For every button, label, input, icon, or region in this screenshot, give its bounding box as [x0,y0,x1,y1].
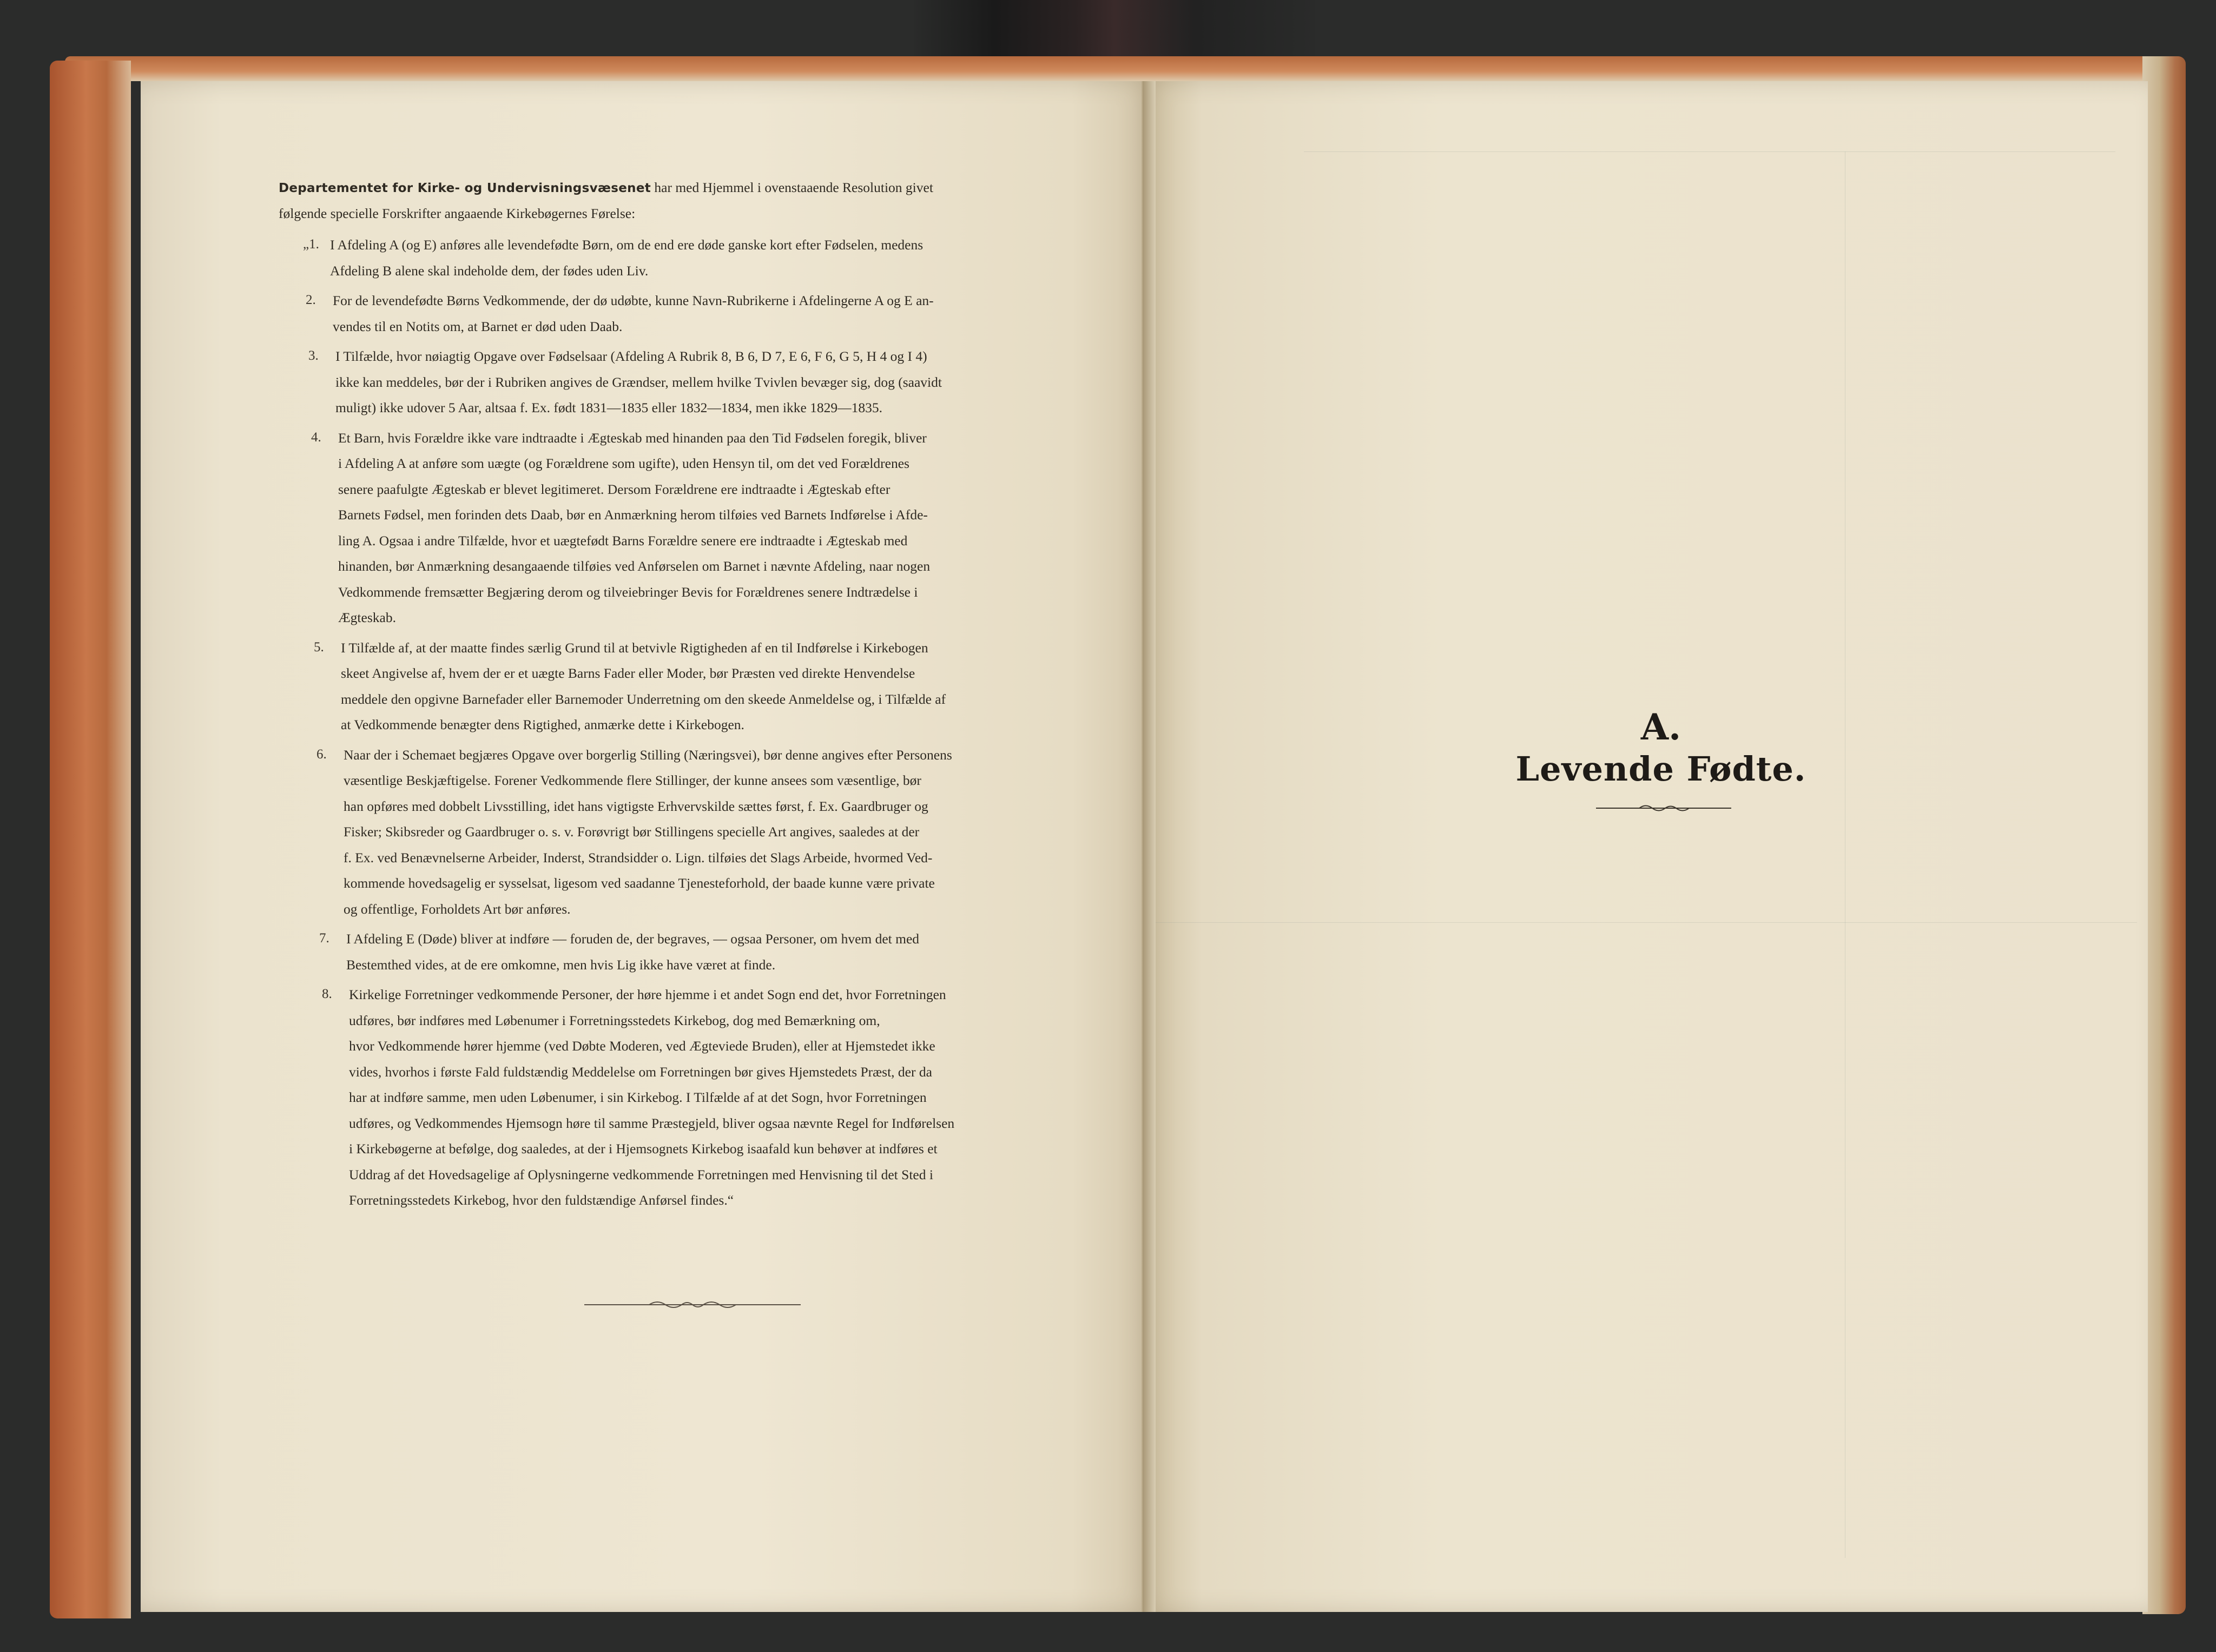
ornament-divider-right [1596,802,1731,815]
rule-text-line: Forretningsstedets Kirkebog, hvor den fuldstændige Anførsel findes.“ [349,1192,734,1208]
book-left-edge [50,61,131,1618]
rule-text-line: senere paafulgte Ægteskab er blevet legitimeret. Dersom Forældrene ere indtraadte i Ægteskab efter [338,481,891,497]
rule-text-line: at Vedkommende benægter dens Rigtighed, anmærke dette i Kirkebogen. [341,717,744,732]
rule-text-line: i Kirkebøgerne at befølge, dog saaledes, at der i Hjemsognets Kirkebog isaafald kun behøver at indføres et [349,1141,938,1157]
book-right-edge [2142,56,2186,1614]
rule-text-line: I Afdeling A (og E) anføres alle levendefødte Børn, om de end ere døde ganske kort efter Fødselen, medens [330,237,924,253]
rule-text-line: For de levendefødte Børns Vedkommende, der dø udøbte, kunne Navn-Rubrikerne i Afdelingerne A og E an- [333,293,934,308]
rule-text-line: væsentlige Beskjæftigelse. Forener Vedkommende flere Stillinger, der kunne ansees som væsentlige, bør [344,772,921,788]
section-letter: A. [1640,706,1681,748]
right-page [1142,81,2148,1612]
rule-number: 3. [308,348,319,363]
section-title: Levende Fødte. [1515,749,1806,789]
rule-text-line: Afdeling B alene skal indeholde dem, der fødes uden Liv. [330,262,649,279]
ornament-divider-left [584,1298,801,1311]
rule-text-line: har at indføre samme, men uden Løbenumer, i sin Kirkebog. I Tilfælde af at det Sogn, hvor Forretningen [349,1089,927,1105]
rule-text-line: Fisker; Skibsreder og Gaardbruger o. s. v. Forøvrigt bør Stillingens specielle Art angives, saaledes at der [344,824,920,840]
rule-text-line: vendes til en Notits om, at Barnet er død uden Daab. [333,318,623,334]
rule-number: „1. [303,237,319,252]
rule-text-line: meddele den opgivne Barnefader eller Barnemoder Underretning om den skeede Anmeldelse og, i Tilfælde af [341,691,946,707]
rule-text-line: I Tilfælde, hvor nøiagtig Opgave over Fødselsaar (Afdeling A Rubrik 8, B 6, D 7, E 6, F 6, G 5, H 4 og I 4) [335,348,927,364]
rule-text-line: Et Barn, hvis Forældre ikke vare indtraadte i Ægteskab med hinanden paa den Tid Fødselen foregik, bliver [338,429,927,446]
rule-text-line: udføres, bør indføres med Løbenumer i Forretningsstedets Kirkebog, dog med Bemærkning om, [349,1012,880,1028]
rule-text-line: udføres, og Vedkommendes Hjemsogn høre til samme Præstegjeld, bliver ogsaa nævnte Regel for Indførelsen [349,1115,955,1131]
binding-shadow [914,0,1315,60]
left-page [141,81,1152,1612]
rule-number: 4. [311,429,321,445]
rule-text-line: hvor Vedkommende hører hjemme (ved Døbte Moderen, ved Ægteviede Bruden), eller at Hjemstedet ikke [349,1038,935,1054]
rule-number: 7. [319,931,329,946]
rule-number: 6. [316,746,327,762]
rule-number: 8. [322,987,332,1001]
heading-rest: har med Hjemmel i ovenstaaende Resolution givet [651,180,933,195]
rule-text-line: I Tilfælde af, at der maatte findes særlig Grund til at betvivle Rigtigheden af en til Indførelse i Kirkebogen [341,639,928,656]
rule-text-line: og offentlige, Forholdets Art bør anføres. [344,901,571,917]
rule-text-line: hinanden, bør Anmærkning desangaaende tilføies ved Anførselen om Barnet i nævnte Afdeling, naar nogen [338,558,931,574]
instructions-intro: følgende specielle Forskrifter angaaende Kirkebøgernes Førelse: [279,206,636,221]
rule-text-line: Kirkelige Forretninger vedkommende Personer, der høre hjemme i et andet Sogn end det, hvor Forretningen [349,987,946,1002]
rule-number: 5. [314,639,324,655]
rule-text-line: I Afdeling E (Døde) bliver at indføre — foruden de, der begraves, — ogsaa Personer, om hvem det med [346,931,920,947]
rule-text-line: vides, hvorhos i første Fald fuldstændig Meddelelse om Forretningen bør gives Hjemstedets Præst, der da [349,1063,932,1080]
heading-bold: Departementet for Kirke- og Undervisningsvæsenet [279,181,651,195]
rule-text-line: Uddrag af det Hovedsagelige af Oplysningerne vedkommende Forretningen med Henvisning til det Sted i [349,1166,933,1182]
ruled-line [1304,151,2115,152]
rule-text-line: Ægteskab. [338,610,396,625]
rule-text-line: han opføres med dobbelt Livsstilling, idet hans vigtigste Erhvervskilde sættes først, f. Ex. Gaardbruger og [344,798,928,814]
page-gutter [1143,81,1156,1612]
rule-number: 2. [306,293,316,307]
rule-text-line: Naar der i Schemaet begjæres Opgave over borgerlig Stilling (Næringsvei), bør denne angives efter Personens [344,746,952,763]
rule-text-line: kommende hovedsagelig er sysselsat, ligesom ved saadanne Tjenesteforhold, der baade kunne være private [344,875,935,891]
rule-text-line: i Afdeling A at anføre som uægte (og Forældrene som ugifte), uden Hensyn til, om det ved Forældrenes [338,455,909,471]
rule-text-line: Bestemthed vides, at de ere omkomne, men hvis Lig ikke have været at finde. [346,956,776,973]
rule-text-line: f. Ex. ved Benævnelserne Arbeider, Inderst, Strandsidder o. Lign. tilføies det Slags Arbeide, hvormed Ved- [344,849,933,865]
rule-text-line: ling A. Ogsaa i andre Tilfælde, hvor et uægtefødt Barns Forældre senere ere indtraadte i Ægteskab med [338,532,908,549]
rule-text-line: ikke kan meddeles, bør der i Rubriken angives de Grændser, mellem hvilke Tvivlen bevæger sig, dog (saavidt [335,374,942,390]
instructions-heading [279,180,1047,196]
rule-text-line: muligt) ikke udover 5 Aar, altsaa f. Ex. født 1831—1835 eller 1832—1834, men ikke 1829—1835. [335,400,883,415]
rule-text-line: skeet Angivelse af, hvem der er et uægte Barns Fader eller Moder, bør Præsten ved direkte Henvendelse [341,665,915,681]
rule-text-line: Barnets Fødsel, men forinden dets Daab, bør en Anmærkning herom tilføies ved Barnets Indførelse i Afde- [338,507,928,523]
book-top-edge [65,56,2164,81]
ruled-line [1152,922,2137,923]
rule-text-line: Vedkommende fremsætter Begjæring derom og tilveiebringer Bevis for Forældrenes senere Indtrædelse i [338,584,918,600]
